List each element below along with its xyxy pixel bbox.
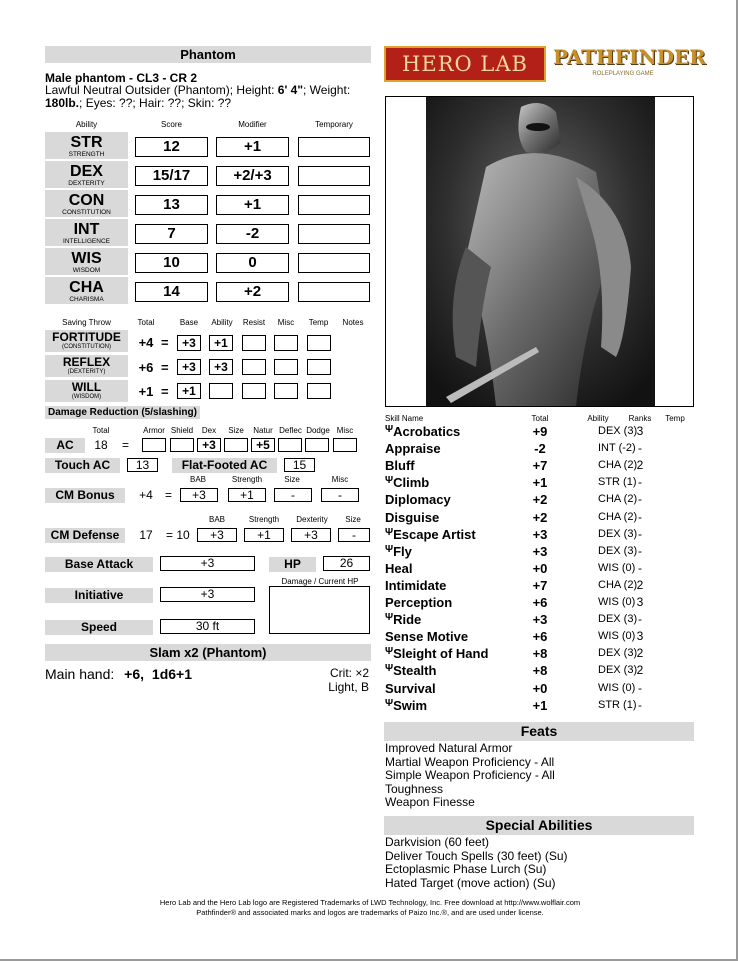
save-misc[interactable] [274,383,298,399]
touch-ac-label: Touch AC [45,458,120,473]
header-ac-misc: Misc [336,426,354,435]
armor-check-penalty-icon: Ψ [385,475,394,487]
skill-total: +8 [532,646,548,662]
ability-score: 7 [135,224,208,244]
footer-line-1: Hero Lab and the Hero Lab logo are Registered Trademarks of LWD Technology, Inc. Free download at http://www.wolflair.com [159,898,581,907]
skill-ranks: - [638,509,642,524]
skill-ability: WIS (0) [598,630,636,643]
header-cmb-strength: Strength [231,475,263,484]
skill-total: +3 [532,526,548,542]
skill-ability: DEX (3) [598,664,638,677]
skill-ranks: - [638,560,642,575]
skill-row [385,544,695,561]
skill-name: $^\Psi$Stealth [385,663,437,679]
cm-defense-label: CM Defense [45,528,125,543]
ability-temp[interactable] [298,195,370,215]
header-skill-temp: Temp [665,414,685,423]
header-ac-armor: Armor [143,426,165,435]
ability-modifier: -2 [216,224,289,244]
hp-label: HP [269,557,316,572]
armor-check-penalty-icon: Ψ [385,526,394,538]
save-ability [209,383,233,399]
skill-ability: INT (-2) [598,442,636,455]
ac-total: 18 [94,438,108,452]
list-item: Deliver Touch Spells (30 feet) (Su) [385,848,568,863]
weapon-hand: Main hand: [45,666,115,682]
skill-ability: WIS (0) [598,596,636,608]
list-item: Darkvision (60 feet) [385,835,490,849]
armored-knight-portrait [426,97,655,406]
ac-dex: +3 [197,438,221,452]
armor-check-penalty-icon: Ψ [385,697,394,709]
header-cmd-dexterity: Dexterity [296,515,328,524]
save-label: REFLEX (DEXTERITY) [45,355,128,377]
weapon-attack-line [45,666,192,682]
skill-total: +1 [532,697,548,713]
header-cmb-misc: Misc [331,475,349,484]
ability-modifier: +1 [216,137,289,157]
skill-ability: DEX (3) [598,647,638,660]
armor-check-penalty-icon: Ψ [385,424,394,435]
skill-ranks: - [638,492,642,507]
list-item: Simple Weapon Proficiency - All [385,768,555,783]
cm-bonus-str: +1 [228,488,266,502]
skill-row [385,458,695,475]
save-ability: +1 [209,335,233,351]
ability-modifier: 0 [216,253,289,273]
skill-ranks: 3 [636,424,644,438]
skill-row [385,595,695,612]
cm-defense-total: 17 [139,528,153,542]
skill-name: $^\Psi$Swim [385,697,428,713]
save-resist[interactable] [242,359,266,375]
save-resist[interactable] [242,335,266,351]
list-item: Weapon Finesse [385,795,475,810]
cm-defense-base: = 10 [166,528,190,542]
base-attack-value: +3 [160,556,255,571]
damage-current-hp-box[interactable] [269,586,370,634]
skill-total: +1 [532,475,548,491]
weapon-crit: Crit: ×2 [329,666,369,680]
skill-ability: DEX (3) [598,544,638,557]
header-ac-shield: Shield [170,426,194,435]
cm-defense-dex: +3 [291,528,331,542]
ability-score: 14 [135,282,208,302]
skill-total: +3 [532,612,548,628]
cm-defense-bab: +3 [197,528,237,542]
skill-total: +2 [532,509,548,525]
skill-row [385,424,695,441]
skill-name: Survival [385,680,436,696]
skill-ranks: 3 [636,629,644,644]
skill-total: +6 [532,629,548,645]
armor-check-penalty-icon: Ψ [385,612,394,624]
skill-ranks: 2 [636,577,644,592]
skill-ability: CHA (2) [598,459,638,472]
skill-name: $^\Psi$Fly [385,543,412,559]
skill-ranks: 2 [636,646,644,661]
save-misc[interactable] [274,359,298,375]
skill-ranks: - [638,697,642,712]
header-cmd-size: Size [345,515,361,524]
skill-ability: CHA (2) [598,578,638,591]
save-total: +6 [138,360,154,375]
skill-ranks: - [638,475,642,490]
header-temporary: Temporary [315,120,353,129]
ac-deflec[interactable] [278,438,302,452]
base-attack-label: Base Attack [45,557,153,572]
hp-value: 26 [323,556,370,571]
skill-total: +0 [532,680,548,696]
list-item: Hated Target (move action) (Su) [385,875,556,890]
skill-row [385,527,695,544]
skill-ranks: - [638,612,642,627]
skill-ranks: - [638,680,642,695]
skill-row [385,629,695,646]
skill-ability: STR (1) [598,698,637,711]
skill-row [385,441,695,458]
skill-ability: CHA (2) [598,493,638,506]
ac-dodge[interactable] [305,438,329,452]
armor-check-penalty-icon: Ψ [385,663,394,675]
skill-name: Sense Motive [385,629,469,645]
ability-modifier: +2/+3 [216,166,289,186]
ability-score: 10 [135,253,208,273]
cm-bonus-size: - [274,488,312,502]
weapon-title: Slam x2 (Phantom) [45,644,371,661]
skill-row [385,561,695,578]
armor-check-penalty-icon: Ψ [385,646,394,658]
skill-total: -2 [534,441,546,457]
skill-ability: DEX (3) [598,527,638,540]
ability-label: CHA CHARISMA [45,277,128,304]
feats-title: Feats [384,722,694,741]
speed-value: 30 ft [160,619,255,634]
header-cmb-size: Size [284,475,300,484]
skill-ranks: 3 [636,595,644,609]
ac-armor[interactable] [142,438,166,452]
skill-total: +0 [532,560,548,576]
armor-check-penalty-icon: Ψ [385,543,394,555]
header-ac-dodge: Dodge [306,426,330,435]
special-abilities-list [385,836,568,890]
skill-row [385,612,695,629]
ability-label: WIS WISDOM [45,248,128,275]
pathfinder-logo: PATHFINDER ROLEPLAYING GAME [553,45,706,77]
ability-label: STR STRENGTH [45,132,128,159]
ac-equals: = [122,438,130,452]
header-save-base: Base [179,318,199,327]
header-skill-ranks: Ranks [628,414,652,423]
ac-label: AC [45,438,85,453]
ac-size[interactable] [224,438,248,452]
save-equals: = [161,384,169,399]
damage-reduction: Damage Reduction (5/slashing) [45,406,200,419]
cm-defense-str: +1 [244,528,284,542]
header-modifier: Modifier [238,120,267,129]
header-save-temp: Temp [308,318,329,327]
skill-name: Appraise [385,441,441,457]
save-ability: +3 [209,359,233,375]
save-total: +4 [138,335,154,350]
ability-score: 13 [135,195,208,215]
save-label: WILL (WISDOM) [45,380,128,402]
skill-name: $^\Psi$Escape Artist [385,526,476,542]
skill-ranks: - [638,526,642,541]
skill-name: Bluff [385,458,415,474]
header-cmd-bab: BAB [208,515,225,524]
damage-current-hp-label: Damage / Current HP [281,577,359,586]
cm-bonus-equals: = [165,488,173,502]
skill-name: $^\Psi$Acrobatics [385,424,461,439]
skill-ability: CHA (2) [598,510,638,523]
save-misc[interactable] [274,335,298,351]
header-ac-deflec: Deflec [279,426,302,435]
save-base: +3 [177,359,201,375]
ability-temp[interactable] [298,137,370,157]
initiative-label: Initiative [45,588,153,603]
skill-name: Heal [385,560,413,576]
list-item: Improved Natural Armor [385,741,513,755]
header-cmb-bab: BAB [189,475,206,484]
skill-name: Diplomacy [385,492,451,508]
skill-ranks: - [638,441,642,456]
skill-ability: WIS (0) [598,561,636,574]
header-ac-total: Total [92,426,110,435]
skill-name: $^\Psi$Climb [385,475,430,491]
save-temp[interactable] [307,359,331,375]
skill-ability: STR (1) [598,476,637,489]
list-item: Ectoplasmic Phase Lurch (Su) [385,862,547,877]
ability-score: 15/17 [135,166,208,186]
skill-name: $^\Psi$Sleight of Hand [385,646,489,662]
cm-bonus-bab: +3 [180,488,218,502]
touch-ac-value: 13 [127,458,158,472]
special-abilities-title: Special Abilities [384,816,694,835]
herolab-logo: HERO LAB [384,46,546,82]
weapon-attack: +6, [124,666,145,682]
flat-footed-ac-label: Flat-Footed AC [172,458,277,473]
cm-defense-size: - [338,528,370,542]
skill-total: +2 [532,492,548,508]
skill-row [385,475,695,492]
ability-label: DEX DEXTERITY [45,161,128,188]
header-cmd-strength: Strength [248,515,280,524]
portrait-frame [385,96,694,407]
skill-row [385,492,695,509]
speed-label: Speed [45,620,153,635]
skill-total: +7 [532,577,548,593]
list-item: Martial Weapon Proficiency - All [385,754,555,769]
cm-bonus-misc: - [321,488,359,502]
save-base: +1 [177,383,201,399]
header-ac-dex: Dex [201,426,217,435]
character-summary: Male phantom - CL3 - CR 2 [45,71,198,85]
skill-total: +9 [532,424,548,439]
ac-natur: +5 [251,438,275,452]
flat-footed-ac-value: 15 [284,458,315,472]
footer-line-2: Pathfinder® and associated marks and logos are trademarks of Paizo Inc.®, and are used under license. [196,908,544,917]
footer [60,898,680,918]
skill-total: +7 [532,458,548,474]
header-score: Score [161,120,182,129]
skill-ranks: 2 [636,458,644,473]
weapon-damage: 1d6+1 [151,666,193,682]
header-save-notes: Notes [342,318,364,327]
ac-shield[interactable] [170,438,194,452]
character-details: Lawful Neutral Outsider (Phantom); Height: 6' 4"; Weight: 180lb.; Eyes: ??; Hair: ??; Skin: ?? [45,83,351,110]
skill-total: +8 [532,663,548,679]
skill-name: Intimidate [385,577,447,593]
initiative-value: +3 [160,587,255,602]
save-equals: = [161,335,169,350]
header-skill-name: Skill Name [385,414,424,423]
cm-bonus-label: CM Bonus [45,488,125,503]
save-base: +3 [177,335,201,351]
skill-ability: DEX (3) [598,613,638,626]
ability-label: INT INTELLIGENCE [45,219,128,246]
header-save-resist: Resist [242,318,266,327]
skill-ability: DEX (3) [598,425,638,437]
character-name: Phantom [45,46,371,63]
list-item: Toughness [385,781,444,796]
skill-ranks: 2 [636,663,644,678]
feats-list [385,742,555,810]
skill-name: $^\Psi$Ride [385,612,422,628]
weapon-type: Light, B [328,680,369,694]
ability-score: 12 [135,137,208,157]
skill-total: +6 [532,595,548,610]
header-save-ability: Ability [211,318,233,327]
skill-row [385,578,695,595]
header-save-misc: Misc [277,318,295,327]
header-skill-total: Total [531,414,549,423]
ability-temp[interactable] [298,253,370,273]
skill-name: Perception [385,595,453,610]
save-temp[interactable] [307,383,331,399]
header-ac-natur: Natur [253,426,273,435]
header-ac-size: Size [228,426,244,435]
ability-label: CON CONSTITUTION [45,190,128,217]
skill-name: Disguise [385,509,440,525]
save-label: FORTITUDE (CONSTITUTION) [45,330,128,352]
skill-row [385,646,695,663]
ability-modifier: +1 [216,195,289,215]
ability-temp[interactable] [298,166,370,186]
save-resist[interactable] [242,383,266,399]
header-ability: Ability [75,120,98,129]
weapon-crit-info [300,666,369,694]
cm-bonus-total: +4 [139,488,153,502]
save-total: +1 [138,384,154,399]
header-save-total: Total [137,318,155,327]
skill-ability: WIS (0) [598,681,636,694]
ability-temp[interactable] [298,282,370,302]
skill-row [385,663,695,680]
save-temp[interactable] [307,335,331,351]
header-skill-ability: Ability [587,414,609,423]
skill-total: +3 [532,543,548,559]
ability-temp[interactable] [298,224,370,244]
header-saving-throw: Saving Throw [62,318,111,327]
save-equals: = [161,360,169,375]
skill-row [385,681,695,698]
skill-ranks: - [638,543,642,558]
skill-row [385,510,695,527]
ac-misc[interactable] [333,438,357,452]
ability-modifier: +2 [216,282,289,302]
skill-row [385,698,695,715]
